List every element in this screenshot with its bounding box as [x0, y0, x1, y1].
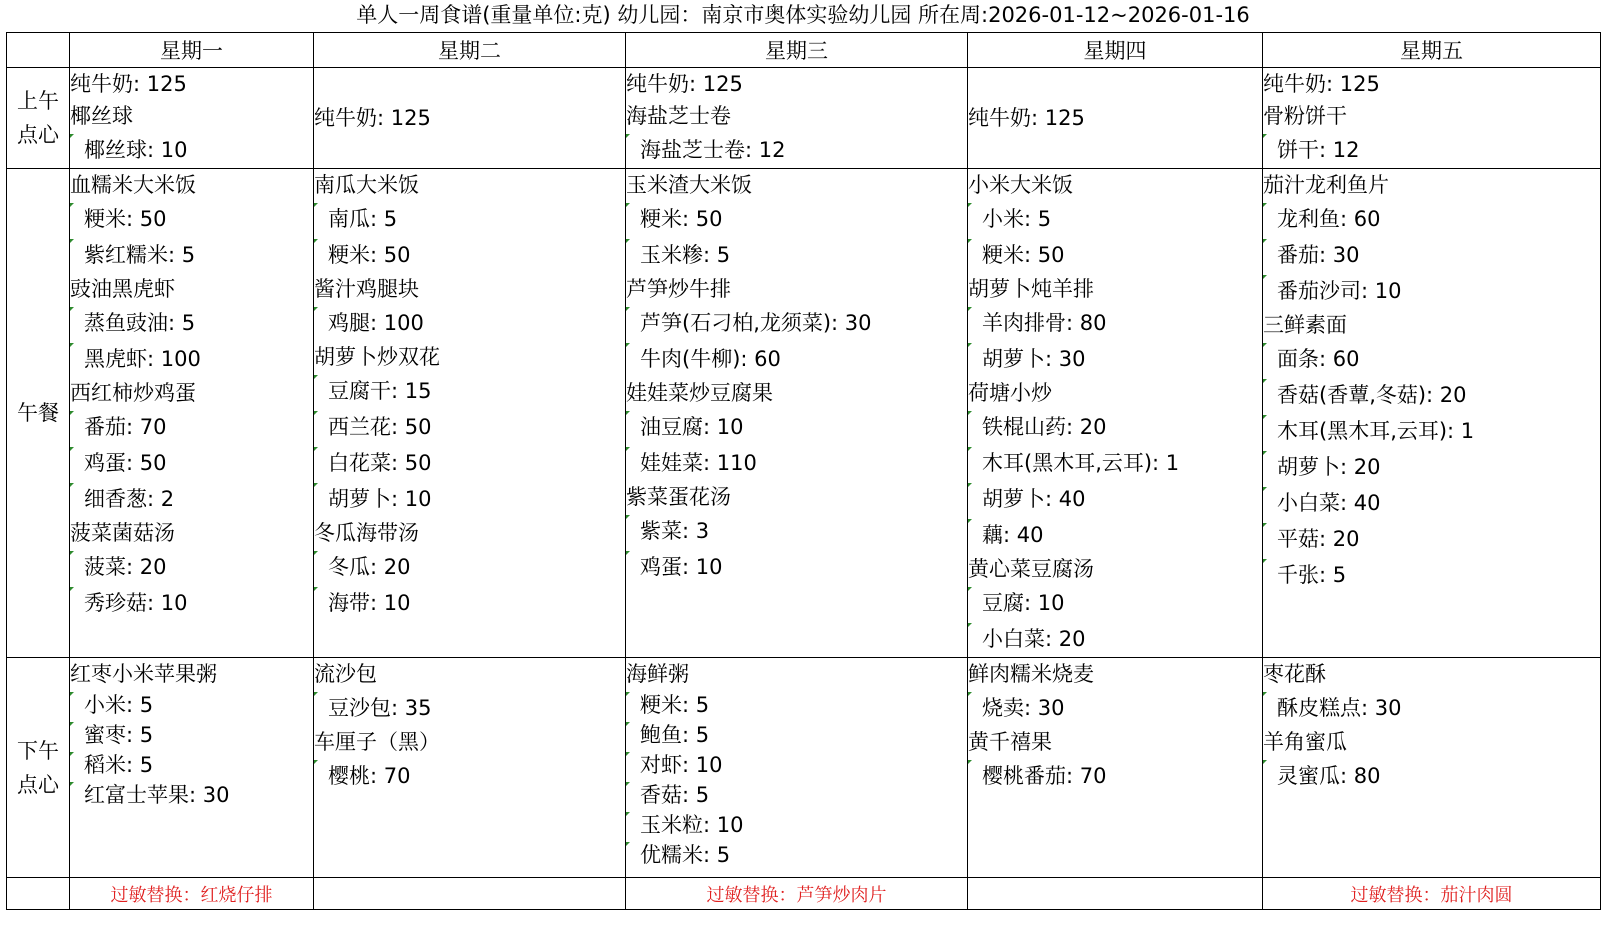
dish-name: 黄心菜豆腐汤: [968, 557, 1094, 581]
ingredient-item: 樱桃: 70: [314, 758, 625, 794]
meal-label-morning: 上午点心: [7, 68, 70, 169]
menu-cell: [314, 68, 626, 169]
ingredient-item: 豆腐: 10: [968, 585, 1262, 621]
ingredient-item: 椰丝球: 10: [70, 132, 313, 168]
dish-name: 纯牛奶: 125: [968, 106, 1085, 130]
ingredient-item: 灵蜜瓜: 80: [1263, 758, 1600, 794]
ingredient-item: 番茄: 30: [1263, 237, 1600, 273]
ingredient-item: 平菇: 20: [1263, 521, 1600, 557]
dish-name: 芦笋炒牛排: [626, 277, 731, 301]
ingredient-item: 西兰花: 50: [314, 409, 625, 445]
ingredient-item: 番茄: 70: [70, 409, 313, 445]
ingredient-item: 木耳(黑木耳,云耳): 1: [968, 445, 1262, 481]
page-title: 单人一周食谱(重量单位:克) 幼儿园：南京市奥体实验幼儿园 所在周:2026-01-12~2026-01-16: [356, 3, 1250, 27]
ingredient-item: 蜜枣: 5: [70, 720, 313, 750]
ingredient-item: 玉米粒: 10: [626, 810, 967, 840]
ingredient-item: 龙利鱼: 60: [1263, 201, 1600, 237]
menu-cell: [70, 68, 314, 169]
ingredient-item: 豆沙包: 35: [314, 690, 625, 726]
ingredient-item: 香菇(香蕈,冬菇): 20: [1263, 377, 1600, 413]
ingredient-item: 香菇: 5: [626, 780, 967, 810]
dish-name: 茄汁龙利鱼片: [1263, 173, 1389, 197]
ingredient-item: 烧卖: 30: [968, 690, 1262, 726]
dish-name: 酱汁鸡腿块: [314, 277, 419, 301]
ingredient-item: 酥皮糕点: 30: [1263, 690, 1600, 726]
allergy-note: [314, 878, 626, 910]
dish-name: 枣花酥: [1263, 662, 1326, 686]
dish-name: 西红柿炒鸡蛋: [70, 381, 196, 405]
ingredient-item: 冬瓜: 20: [314, 549, 625, 585]
dish-name: 血糯米大米饭: [70, 173, 196, 197]
dish-name: 三鲜素面: [1263, 313, 1347, 337]
corner-cell: [7, 33, 70, 68]
ingredient-item: 铁棍山药: 20: [968, 409, 1262, 445]
weekly-menu-table: [6, 32, 1601, 910]
ingredient-item: 面条: 60: [1263, 341, 1600, 377]
ingredient-item: 小米: 5: [968, 201, 1262, 237]
ingredient-item: 牛肉(牛柳): 60: [626, 341, 967, 377]
ingredient-item: 稻米: 5: [70, 750, 313, 780]
menu-cell: [968, 658, 1263, 878]
ingredient-item: 蒸鱼豉油: 5: [70, 305, 313, 341]
dish-name: 羊角蜜瓜: [1263, 730, 1347, 754]
allergy-note: [968, 878, 1263, 910]
dish-name: 红枣小米苹果粥: [70, 662, 217, 686]
dish-name: 豉油黑虎虾: [70, 277, 175, 301]
day-header: 星期三: [626, 33, 968, 68]
ingredient-item: 饼干: 12: [1263, 132, 1600, 168]
dish-name: 冬瓜海带汤: [314, 521, 419, 545]
ingredient-item: 樱桃番茄: 70: [968, 758, 1262, 794]
ingredient-item: 藕: 40: [968, 517, 1262, 553]
menu-cell: [968, 68, 1263, 169]
dish-name: 胡萝卜炖羊排: [968, 277, 1094, 301]
ingredient-item: 鸡蛋: 50: [70, 445, 313, 481]
ingredient-item: 粳米: 50: [968, 237, 1262, 273]
menu-cell: [314, 169, 626, 658]
menu-cell: [70, 169, 314, 658]
morning-row: [7, 68, 1601, 169]
ingredient-item: 小白菜: 20: [968, 621, 1262, 657]
dish-name: 纯牛奶: 125: [314, 106, 431, 130]
ingredient-item: 紫菜: 3: [626, 513, 967, 549]
ingredient-item: 娃娃菜: 110: [626, 445, 967, 481]
dish-name: 黄千禧果: [968, 730, 1052, 754]
ingredient-item: 鸡腿: 100: [314, 305, 625, 341]
dish-name: 车厘子（黑）: [314, 730, 440, 754]
dish-name: 海盐芝士卷: [626, 104, 731, 128]
dish-name: 南瓜大米饭: [314, 173, 419, 197]
allergy-row: [7, 878, 1601, 910]
ingredient-item: 粳米: 50: [314, 237, 625, 273]
ingredient-item: 胡萝卜: 10: [314, 481, 625, 517]
ingredient-item: 海带: 10: [314, 585, 625, 621]
dish-name: 海鲜粥: [626, 662, 689, 686]
dish-name: 流沙包: [314, 662, 377, 686]
ingredient-item: 小白菜: 40: [1263, 485, 1600, 521]
ingredient-item: 油豆腐: 10: [626, 409, 967, 445]
ingredient-item: 细香葱: 2: [70, 481, 313, 517]
allergy-corner: [7, 878, 70, 910]
dish-name: 椰丝球: [70, 104, 133, 128]
ingredient-item: 小米: 5: [70, 690, 313, 720]
meal-label-lunch: 午餐: [7, 169, 70, 658]
afternoon-row: [7, 658, 1601, 878]
ingredient-item: 菠菜: 20: [70, 549, 313, 585]
dish-name: 纯牛奶: 125: [1263, 72, 1380, 96]
ingredient-item: 鲍鱼: 5: [626, 720, 967, 750]
dish-name: 骨粉饼干: [1263, 104, 1347, 128]
menu-cell: [626, 169, 968, 658]
allergy-note: 过敏替换：茄汁肉圆: [1263, 878, 1601, 910]
ingredient-item: 粳米: 50: [626, 201, 967, 237]
allergy-note: 过敏替换：芦笋炒肉片: [626, 878, 968, 910]
ingredient-item: 秀珍菇: 10: [70, 585, 313, 621]
ingredient-item: 粳米: 50: [70, 201, 313, 237]
dish-name: 胡萝卜炒双花: [314, 345, 440, 369]
day-header: 星期一: [70, 33, 314, 68]
dish-name: 纯牛奶: 125: [626, 72, 743, 96]
menu-cell: [1263, 169, 1601, 658]
ingredient-item: 白花菜: 50: [314, 445, 625, 481]
menu-cell: [968, 169, 1263, 658]
ingredient-item: 番茄沙司: 10: [1263, 273, 1600, 309]
ingredient-item: 胡萝卜: 20: [1263, 449, 1600, 485]
dish-name: 紫菜蛋花汤: [626, 485, 731, 509]
dish-name: 荷塘小炒: [968, 381, 1052, 405]
ingredient-item: 海盐芝士卷: 12: [626, 132, 967, 168]
ingredient-item: 玉米糁: 5: [626, 237, 967, 273]
ingredient-item: 千张: 5: [1263, 557, 1600, 593]
menu-cell: [626, 658, 968, 878]
menu-cell: [314, 658, 626, 878]
ingredient-item: 胡萝卜: 30: [968, 341, 1262, 377]
meal-label-afternoon: 下午点心: [7, 658, 70, 878]
ingredient-item: 紫红糯米: 5: [70, 237, 313, 273]
day-header: 星期五: [1263, 33, 1601, 68]
ingredient-item: 黑虎虾: 100: [70, 341, 313, 377]
lunch-row: [7, 169, 1601, 658]
ingredient-item: 南瓜: 5: [314, 201, 625, 237]
ingredient-item: 粳米: 5: [626, 690, 967, 720]
ingredient-item: 胡萝卜: 40: [968, 481, 1262, 517]
ingredient-item: 芦笋(石刁柏,龙须菜): 30: [626, 305, 967, 341]
dish-name: 玉米渣大米饭: [626, 173, 752, 197]
ingredient-item: 木耳(黑木耳,云耳): 1: [1263, 413, 1600, 449]
ingredient-item: 对虾: 10: [626, 750, 967, 780]
dish-name: 菠菜菌菇汤: [70, 521, 175, 545]
menu-cell: [626, 68, 968, 169]
ingredient-item: 鸡蛋: 10: [626, 549, 967, 585]
dish-name: 纯牛奶: 125: [70, 72, 187, 96]
menu-cell: [1263, 68, 1601, 169]
day-header: 星期四: [968, 33, 1263, 68]
dish-name: 鲜肉糯米烧麦: [968, 662, 1094, 686]
menu-cell: [1263, 658, 1601, 878]
ingredient-item: 优糯米: 5: [626, 840, 967, 870]
ingredient-item: 豆腐干: 15: [314, 373, 625, 409]
allergy-note: 过敏替换：红烧仔排: [70, 878, 314, 910]
header-row: [7, 33, 1601, 68]
ingredient-item: 红富士苹果: 30: [70, 780, 313, 810]
menu-cell: [70, 658, 314, 878]
ingredient-item: 羊肉排骨: 80: [968, 305, 1262, 341]
dish-name: 小米大米饭: [968, 173, 1073, 197]
day-header: 星期二: [314, 33, 626, 68]
dish-name: 娃娃菜炒豆腐果: [626, 381, 773, 405]
